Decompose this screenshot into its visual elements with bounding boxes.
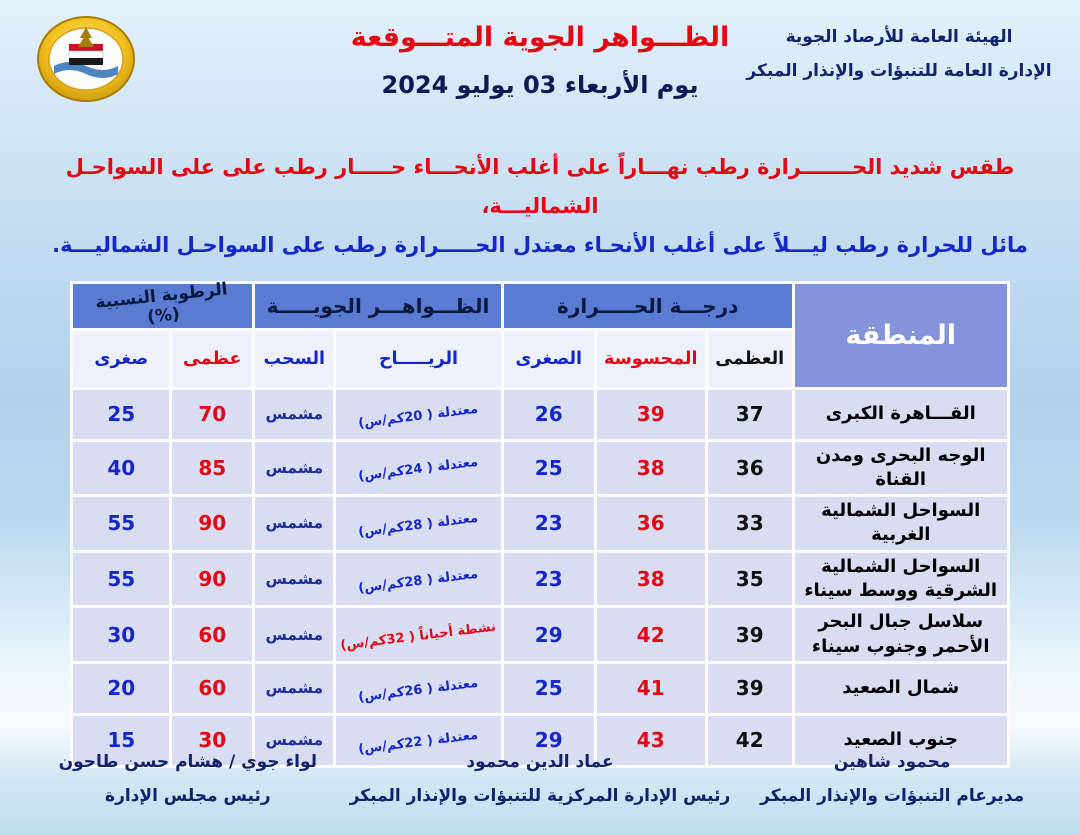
clouds-cell: مشمس: [255, 390, 333, 439]
humidity-min-header: صغرى: [73, 331, 169, 387]
table-row: [73, 497, 1006, 550]
table-row: [73, 664, 1006, 713]
signatory-name: عماد الدين محمود: [466, 752, 614, 772]
wind-cell: [336, 442, 500, 495]
temp-min-cell: 23: [504, 553, 594, 606]
temp-min-cell: 29: [504, 608, 594, 661]
humidity-min-cell: 30: [73, 608, 169, 661]
table-row: [73, 608, 1006, 661]
summary-day-line: طقس شديد الحـــــــرارة رطب نهـــاراً على أغلب الأنحـــاء حـــــار رطب على على السواحـل الشماليـــة،: [65, 155, 1015, 218]
temp-min-cell: 26: [504, 390, 594, 439]
region-cell: شمال الصعيد: [795, 664, 1007, 713]
department-name: الإدارة العامة للتنبؤات والإنذار المبكر: [746, 61, 1052, 81]
forecast-summary: [34, 148, 1046, 265]
clouds-cell: مشمس: [255, 664, 333, 713]
forecast-table: [70, 278, 1009, 768]
wind-cell: [336, 390, 500, 439]
humidity-max-cell: 85: [172, 442, 252, 495]
signatory-title: مديرعام التنبؤات والإنذار المبكر: [760, 786, 1025, 806]
authority-name: الهيئة العامة للأرصاد الجوية: [785, 27, 1013, 47]
humidity-group-header: [73, 278, 252, 328]
wind-cell: [336, 553, 500, 606]
wind-text: معتدلة ( 22كم/س): [357, 727, 480, 758]
signatory-title: رئيس الإدارة المركزية للتنبؤات والإنذار المبكر: [349, 786, 731, 806]
humidity-max-cell: 90: [172, 497, 252, 550]
wind-text: معتدلة ( 24كم/س): [357, 455, 480, 485]
signatory-title: رئيس مجلس الإدارة: [105, 786, 271, 806]
wind-text: معتدلة ( 20كم/س): [357, 401, 480, 431]
temp-min-cell: 23: [504, 497, 594, 550]
signature-central-admin-head: [332, 745, 749, 813]
temp-max-cell: 33: [708, 497, 792, 550]
signatory-name: لواء جوي / هشام حسن طاحون: [58, 752, 318, 772]
wind-text: نشطة أحياناً ( 32كم/س): [339, 619, 498, 654]
humidity-max-cell: 60: [172, 608, 252, 661]
wind-text: معتدلة ( 26كم/س): [357, 675, 480, 706]
humidity-max-cell: 70: [172, 390, 252, 439]
region-cell: السواحل الشمالية الغربية: [795, 497, 1007, 550]
humidity-min-cell: 55: [73, 497, 169, 550]
wind-cell: [336, 664, 500, 713]
temp-feels-cell: 36: [597, 497, 705, 550]
clouds-cell: مشمس: [255, 497, 333, 550]
page-title: الظـــواهر الجوية المتـــوقعة: [350, 22, 730, 53]
clouds-cell: مشمس: [255, 608, 333, 661]
temp-max-header: العظمى: [708, 331, 792, 387]
humidity-max-cell: 60: [172, 664, 252, 713]
region-cell: جنوب الصعيد: [795, 716, 1007, 765]
humidity-min-cell: 25: [73, 390, 169, 439]
temp-max-cell: 37: [708, 390, 792, 439]
humidity-group-label: الرطوبة النسبية (%): [94, 278, 229, 328]
humidity-min-cell: 15: [73, 716, 169, 765]
temp-min-header: الصغرى: [504, 331, 594, 387]
clouds-cell: مشمس: [255, 442, 333, 495]
temp-feels-cell: 38: [597, 442, 705, 495]
humidity-min-cell: 55: [73, 553, 169, 606]
temp-min-cell: 29: [504, 716, 594, 765]
wind-text: معتدلة ( 28كم/س): [357, 566, 480, 596]
temp-max-cell: 42: [708, 716, 792, 765]
signatory-name: محمود شاهين: [833, 752, 951, 772]
temp-feels-header: المحسوسة: [597, 331, 705, 387]
region-cell: الوجه البحرى ومدن القناة: [795, 442, 1007, 495]
region-cell: سلاسل جبال البحر الأحمر وجنوب سيناء: [795, 608, 1007, 661]
eagle-emblem-icon: [36, 14, 136, 104]
report-date: يوم الأربعاء 03 يوليو 2024: [381, 71, 699, 99]
temperature-group-header: درجـــة الحـــــرارة: [504, 284, 792, 328]
signature-forecast-director: [748, 745, 1036, 813]
humidity-max-cell: 30: [172, 716, 252, 765]
page-header: [0, 0, 1080, 122]
signature-board-chairman: [44, 745, 332, 813]
table-row: [73, 390, 1006, 439]
summary-night-line: مائل للحرارة رطب ليـــلاً على أغلب الأنحـاء معتدل الحـــــرارة رطب على السواحـل الشماليـــة.: [52, 232, 1028, 257]
clouds-cell: مشمس: [255, 553, 333, 606]
wind-text: معتدلة ( 28كم/س): [357, 510, 480, 541]
humidity-max-header: عظمى: [172, 331, 252, 387]
temp-feels-cell: 39: [597, 390, 705, 439]
region-cell: القـــاهرة الكبرى: [795, 390, 1007, 439]
group-header-row: [73, 284, 1006, 328]
temp-max-cell: 36: [708, 442, 792, 495]
region-cell: السواحل الشمالية الشرقية ووسط سيناء: [795, 553, 1007, 606]
authority-logo: [36, 14, 136, 104]
wind-cell: [336, 608, 500, 661]
wind-cell: [336, 497, 500, 550]
temp-max-cell: 35: [708, 553, 792, 606]
temp-feels-cell: 43: [597, 716, 705, 765]
temp-min-cell: 25: [504, 664, 594, 713]
region-column-header: المنطقة: [795, 284, 1007, 387]
title-block: [0, 22, 1080, 99]
humidity-min-cell: 40: [73, 442, 169, 495]
temp-max-cell: 39: [708, 608, 792, 661]
temp-min-cell: 25: [504, 442, 594, 495]
clouds-cell: مشمس: [255, 716, 333, 765]
temp-feels-cell: 38: [597, 553, 705, 606]
wind-header: الريـــــاح: [336, 331, 500, 387]
clouds-header: السحب: [255, 331, 333, 387]
temp-feels-cell: 41: [597, 664, 705, 713]
signatures-footer: [0, 745, 1080, 813]
temp-feels-cell: 42: [597, 608, 705, 661]
table-row: [73, 442, 1006, 495]
humidity-min-cell: 20: [73, 664, 169, 713]
temp-max-cell: 39: [708, 664, 792, 713]
humidity-max-cell: 90: [172, 553, 252, 606]
table-row: [73, 553, 1006, 606]
phenomena-group-header: الظـــواهـــر الجويـــــة: [255, 284, 500, 328]
